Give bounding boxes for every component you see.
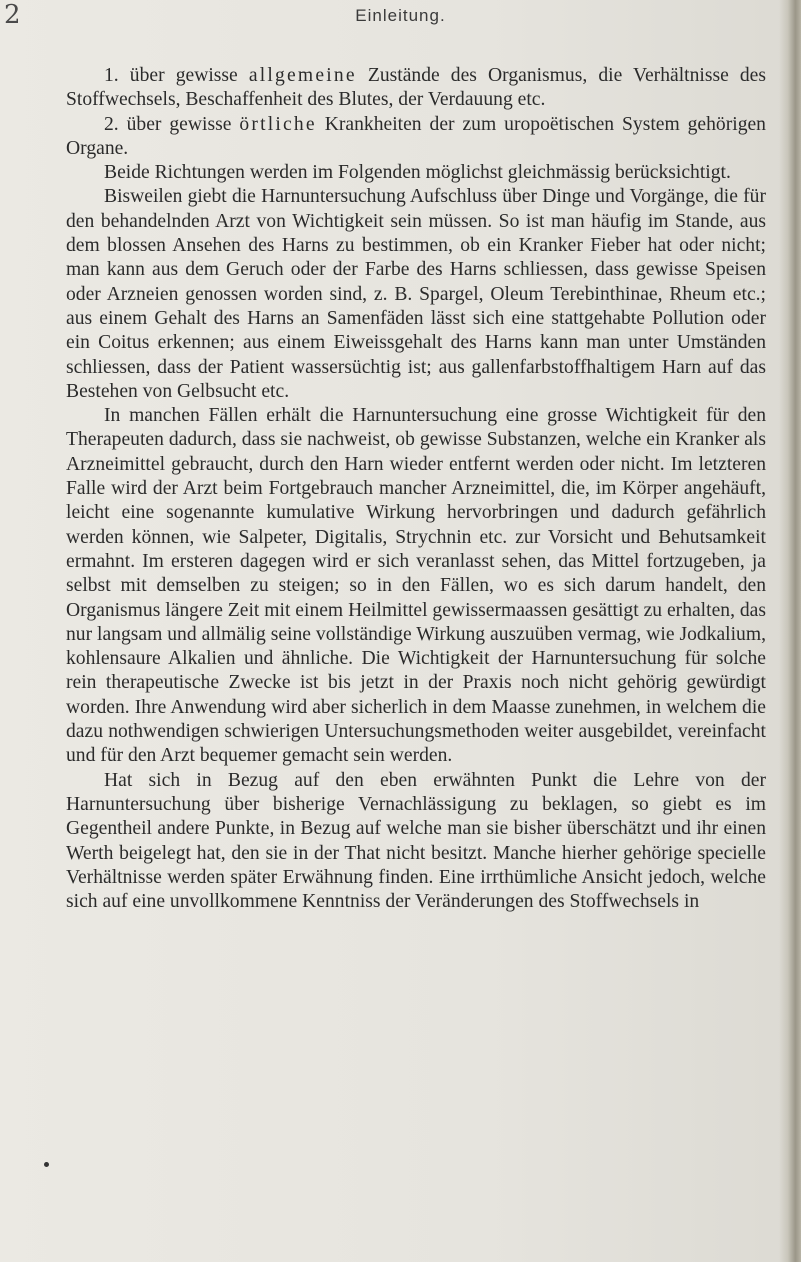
text-run: Krankheiten der zum uropoëtischen System gehörigen Organe. xyxy=(66,113,766,159)
text-run: Beide Richtungen werden im Folgenden möglichst gleichmässig berücksichtigt. xyxy=(104,162,731,184)
paragraph xyxy=(66,185,766,404)
margin-dot-mark xyxy=(44,1162,49,1167)
text-run: Hat sich in Bezug auf den eben erwähnten Punkt die Lehre von der Harnuntersuchung über bisherige Vernachlässigung zu beklagen, so giebt es im Gegentheil andere Punkte, in Bezug auf welche man sie bisher überschätzt und ihr einen Werth beigelegt hat, den sie in der That nicht besitzt. Manche hierher gehörige specielle Verhältnisse werden später Erwähnung finden. Eine irrthümliche Ansicht jedoch, welche sich auf eine unvollkommene Kenntniss der Veränderungen des Stoffwechsels in xyxy=(66,769,766,913)
text-run: 2. über gewisse xyxy=(104,113,240,135)
list-item xyxy=(66,64,766,113)
text-run: Zustände des Organismus, die Verhältnisse des Stoffwechsels, Beschaffenheit des Blutes, der Verdauung etc. xyxy=(66,65,766,111)
paragraph xyxy=(66,161,766,185)
paragraph xyxy=(66,769,766,915)
emphasis-spaced: allgemeine xyxy=(248,65,357,86)
paragraph xyxy=(66,404,766,768)
list-item xyxy=(66,113,766,162)
running-head: Einleitung. xyxy=(355,6,446,25)
text-run: In manchen Fällen erhält die Harnuntersuchung eine grosse Wichtigkeit für den Therapeuten dadurch, dass sie nachweist, ob gewisse Substanzen, welche ein Kranker als Arzneimittel gebraucht, durch den Harn wieder entfernt werden oder nicht. Im letzteren Falle wird der Arzt beim Fortgebrauch mancher Arzneimittel, die, im Körper angehäuft, leicht eine sogenannte kumulative Wirkung hervorbringen und dadurch gefährlich werden können, wie Salpeter, Digitalis, Strychnin etc. zur Vorsicht und Behutsamkeit ermahnt. Im ersteren dagegen wird er sich veranlasst sehen, das Mittel fortzugeben, ja selbst mit demselben zu steigen; so in den Fällen, wo es sich darum handelt, den Organismus längere Zeit mit einem Heilmittel gewissermaassen gesättigt zu erhalten, das nur langsam und allmälig seine vollständige Wirkung auszuüben vermag, wie Jodkalium, kohlensaure Alkalien und ähnliche. Die Wichtigkeit der Harnuntersuchung für solche rein therapeutische Zwecke ist bis jetzt in der Praxis noch nicht gehörig gewürdigt worden. Ihre Anwendung wird aber sicherlich in dem Maasse zunehmen, in welchem die dazu nothwendigen schwierigen Untersuchungsmethoden weiter ausgebildet, vereinfacht und für den Arzt bequemer gemacht sein werden. xyxy=(66,405,766,767)
page-edge-shadow xyxy=(779,0,801,1262)
text-run: 1. über gewisse xyxy=(104,65,249,86)
body-text xyxy=(66,64,766,914)
text-run: Bisweilen giebt die Harnuntersuchung Aufschluss über Dinge und Vorgänge, die für den behandelnden Arzt von Wichtigkeit sein müssen. So ist man häufig im Stande, aus dem blossen Ansehen des Harns zu bestimmen, ob ein Kranker Fieber hat oder nicht; man kann aus dem Geruch oder der Farbe des Harns schliessen, dass gewisse Speisen oder Arzneien genossen worden sind, z. B. Spargel, Oleum Terebinthinae, Rheum etc.; aus einem Gehalt des Harns an Samenfäden lässt sich eine stattgehabte Pollution oder ein Coitus erkennen; aus einem Eiweissgehalt des Harns kann man unter Umständen schliessen, dass der Patient wassersüchtig ist; aus gallenfarbstoffhaltigem Harn auf das Bestehen von Gelbsucht etc. xyxy=(66,186,766,402)
emphasis-spaced: örtliche xyxy=(239,113,317,135)
page-number: 2 xyxy=(4,0,21,30)
